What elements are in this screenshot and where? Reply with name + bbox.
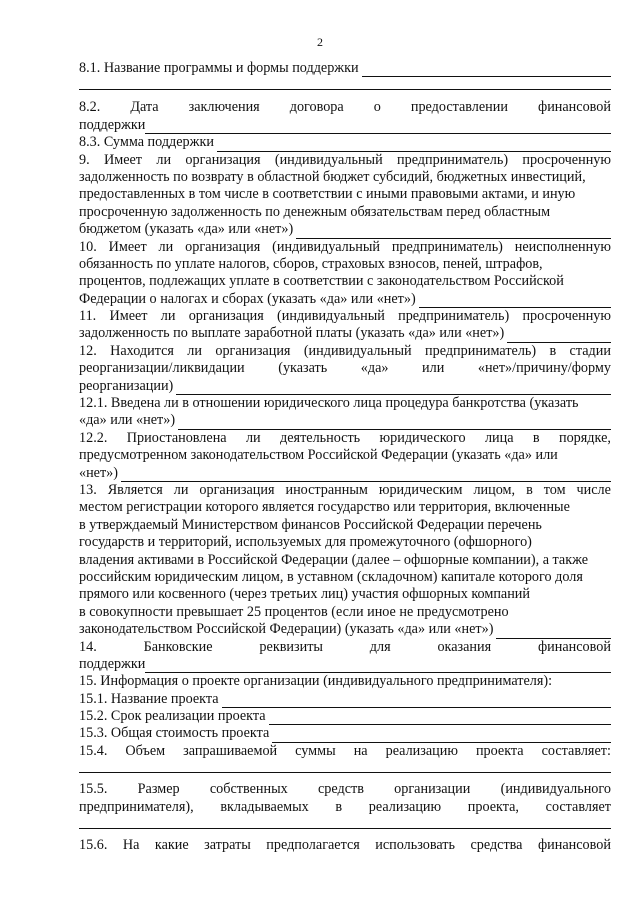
word: реализацию: [385, 742, 458, 759]
field-15-3-project-cost: [79, 725, 611, 742]
word: просроченную: [522, 308, 611, 325]
word: (индивидуальный: [274, 151, 383, 168]
word: юридического: [379, 429, 466, 446]
word: иностранным: [285, 481, 368, 498]
field-8-2-agreement-date: [79, 117, 611, 134]
field-label: «да» или «нет»): [79, 412, 176, 429]
text-line: российским юридическим лицом, в уставном (складочном) капитале которого доля: [79, 568, 583, 585]
field-8-1-program-name: [79, 60, 611, 77]
justified-line: [79, 239, 611, 256]
word: стадии: [569, 342, 611, 359]
field-label: «нет»): [79, 464, 119, 481]
fill-in-line[interactable]: [145, 120, 611, 134]
fill-in-line[interactable]: [79, 816, 611, 829]
field-8-3-support-amount: [79, 134, 611, 151]
field-13-offshore: [79, 621, 611, 638]
text-line: государств и территорий, используемых для промежуточного (офшорного): [79, 534, 532, 551]
justified-line: [79, 360, 611, 377]
word: составляет:: [541, 742, 611, 759]
word: (индивидуальный: [272, 238, 380, 255]
field-label: 8.3. Сумма поддержки: [79, 134, 214, 151]
text-line: владения активами в Российской Федерации (далее – офшорные компании), а также: [79, 551, 589, 568]
word: Имеет: [103, 151, 143, 168]
word: о: [373, 99, 381, 116]
word: или: [422, 360, 445, 377]
field-label: законодательством Российской Федерации) (указать «да» или «нет»): [79, 621, 494, 638]
word: реквизиты: [259, 638, 323, 655]
word: предприниматель): [425, 342, 537, 359]
word: предприниматель): [391, 238, 503, 255]
text-line: местом регистрации которого является государство или территория, включенные: [79, 499, 570, 516]
word: предприниматель): [397, 151, 509, 168]
word: реализацию: [368, 798, 442, 815]
justified-line: [79, 308, 611, 325]
word: организация: [185, 151, 261, 168]
word: лица: [484, 429, 514, 446]
justified-line: [79, 743, 611, 760]
fill-in-line[interactable]: [222, 694, 611, 708]
word: Дата: [130, 99, 159, 116]
field-11-wage-arrears: [79, 325, 611, 342]
word: предполагается: [266, 837, 360, 854]
word: порядке,: [559, 429, 611, 446]
field-9-overdue-debt: [79, 221, 611, 238]
field-10-tax-obligations: [79, 291, 611, 308]
field-label: 15.2. Срок реализации проекта: [79, 708, 266, 725]
word: суммы: [295, 742, 336, 759]
word: 12.: [79, 342, 97, 359]
text-line: предусмотренном законодательством Российской Федерации (указать «да» или: [79, 447, 558, 464]
word: Банковские: [143, 638, 213, 655]
word: Имеет: [108, 238, 147, 255]
fill-in-line[interactable]: [296, 225, 611, 239]
word: запрашиваемой: [183, 742, 278, 759]
fill-in-line[interactable]: [362, 63, 611, 77]
word: проекта: [475, 742, 524, 759]
word: предприниматель): [398, 308, 510, 325]
text-line: обязанность по уплате налогов, сборов, страховых взносов, пеней, штрафов,: [79, 255, 543, 272]
word: финансовой: [538, 99, 611, 116]
word: в: [335, 798, 343, 815]
justified-line: [79, 837, 611, 854]
form-content: [79, 60, 611, 854]
fill-in-line[interactable]: [507, 329, 611, 343]
justified-line: [79, 799, 611, 816]
word: заключения: [188, 99, 260, 116]
justified-line: [79, 781, 611, 798]
fill-in-line[interactable]: [178, 416, 611, 430]
word: средств: [317, 781, 364, 798]
field-label: 15.1. Название проекта: [79, 690, 219, 707]
field-15-2-project-term: [79, 708, 611, 725]
fill-in-line[interactable]: [145, 659, 611, 673]
word: в: [549, 342, 557, 359]
word: том: [543, 481, 566, 498]
word: договора: [289, 99, 344, 116]
word: деятельность: [280, 429, 361, 446]
text-line: процентов, подлежащих уплате в соответствии с законодательством Российской: [79, 273, 564, 290]
word: «да»: [360, 360, 389, 377]
word: предоставлении: [410, 99, 508, 116]
fill-in-line[interactable]: [79, 760, 611, 773]
fill-in-line[interactable]: [176, 381, 611, 395]
word: Является: [107, 481, 163, 498]
word: просроченную: [522, 151, 611, 168]
word: собственных: [209, 781, 288, 798]
word: ли: [187, 342, 202, 359]
field-label: 8.1. Название программы и формы поддержки: [79, 59, 359, 76]
field-label: Федерации о налогах и сборах (указать «да» или «нет»): [79, 290, 416, 307]
field-12-reorganization: [79, 378, 611, 395]
word: оказания: [437, 638, 492, 655]
word: проекта,: [467, 798, 519, 815]
word: 8.2.: [79, 99, 101, 116]
text-line: просроченную задолженность по денежным обязательствам перед областным: [79, 203, 551, 220]
word: предпринимателя),: [79, 798, 194, 815]
word: организация: [185, 238, 261, 255]
word: организации: [394, 781, 471, 798]
word: средства: [470, 837, 523, 854]
justified-line: [79, 99, 611, 116]
word: ли: [245, 429, 261, 446]
text-line: в совокупности превышает 25 процентов (если иное не предусмотрено: [79, 603, 509, 620]
field-label: поддержки: [79, 655, 146, 672]
field-15-1-project-name: [79, 691, 611, 708]
field-12-1-bankruptcy: [79, 412, 611, 429]
word: (индивидуального: [500, 781, 611, 798]
word: числе: [576, 481, 611, 498]
field-label: задолженность по выплате заработной платы (указать «да» или «нет»): [79, 325, 505, 342]
field-12-2-suspension: [79, 465, 611, 482]
word: финансовой: [537, 837, 611, 854]
word: ли: [158, 238, 174, 255]
word: реорганизации/ликвидации: [79, 360, 245, 377]
field-label: поддержки: [79, 116, 146, 133]
word: (индивидуальный: [303, 342, 412, 359]
word: для: [369, 638, 391, 655]
page-number: 2: [317, 35, 323, 49]
fill-in-line[interactable]: [272, 729, 611, 743]
field-14-bank-details: [79, 656, 611, 673]
word: организация: [199, 481, 275, 498]
fill-in-line[interactable]: [217, 138, 611, 152]
text-line: задолженность по возврату в областной бюджет субсидий, бюджетных инвестиций,: [79, 168, 586, 185]
word: На: [122, 837, 140, 854]
word: 11.: [79, 308, 97, 325]
fill-in-line[interactable]: [496, 625, 611, 639]
word: лицом,: [473, 481, 516, 498]
word: в: [532, 429, 540, 446]
word: Находится: [110, 342, 174, 359]
fill-in-line[interactable]: [79, 77, 611, 90]
word: вкладываемых: [220, 798, 309, 815]
word: неисполненную: [514, 238, 611, 255]
word: 10.: [79, 238, 97, 255]
text-line: прямого или косвенного (через третьих лиц) участия офшорных компаний: [79, 586, 530, 603]
text-line: 12.1. Введена ли в отношении юридического лица процедура банкротства (указать: [79, 395, 579, 412]
word: 13.: [79, 481, 97, 498]
word: «нет»/причину/форму: [477, 360, 611, 377]
justified-line: [79, 152, 611, 169]
word: какие: [154, 837, 189, 854]
justified-line: [79, 639, 611, 656]
field-label: бюджетом (указать «да» или «нет»): [79, 221, 294, 238]
word: финансовой: [537, 638, 611, 655]
word: составляет: [545, 798, 611, 815]
word: 15.4.: [79, 742, 108, 759]
word: Размер: [137, 781, 180, 798]
word: ли: [160, 308, 176, 325]
word: организация: [215, 342, 291, 359]
justified-line: [79, 343, 611, 360]
fill-in-line[interactable]: [419, 294, 611, 308]
word: организация: [188, 308, 264, 325]
fill-in-line[interactable]: [269, 711, 611, 725]
word: затраты: [204, 837, 251, 854]
word: ли: [173, 481, 189, 498]
word: 15.6.: [79, 837, 108, 854]
word: Приостановлена: [126, 429, 227, 446]
justified-line: [79, 482, 611, 499]
word: 12.2.: [79, 429, 108, 446]
justified-line: [79, 430, 611, 447]
field-label: реорганизации): [79, 377, 174, 394]
word: в: [526, 481, 533, 498]
word: 15.5.: [79, 781, 108, 798]
word: Имеет: [109, 308, 148, 325]
section-heading: 15. Информация о проекте организации (индивидуального предпринимателя):: [79, 673, 553, 690]
word: 9.: [79, 151, 90, 168]
field-label: 15.3. Общая стоимость проекта: [79, 725, 270, 742]
word: 14.: [79, 638, 97, 655]
word: на: [353, 742, 368, 759]
word: использовать: [375, 837, 455, 854]
word: (индивидуальный: [277, 308, 385, 325]
text-line: предоставленных в том числе в соответствии с иными правовыми актами, и иную: [79, 186, 576, 203]
word: Объем: [125, 742, 166, 759]
word: ли: [156, 151, 172, 168]
text-line: в утверждаемый Министерством финансов Российской Федерации перечень: [79, 516, 542, 533]
word: юридическим: [378, 481, 463, 498]
fill-in-line[interactable]: [121, 468, 611, 482]
word: (указать: [278, 360, 328, 377]
